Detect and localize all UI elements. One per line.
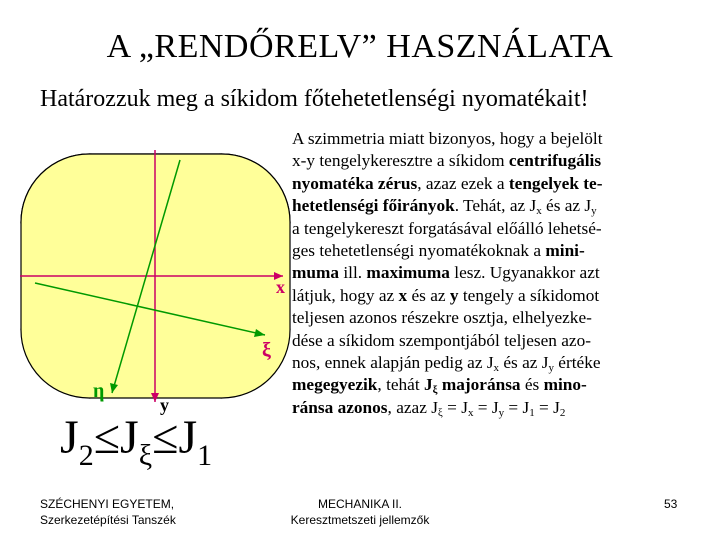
sub-2: 2 bbox=[78, 439, 94, 472]
para-line: dése a síkidom szempontjából teljesen azo- bbox=[292, 330, 591, 350]
para-line: ránsa azonos, azaz $J_\xi = J_x = J_y = J_1 = J_2$ bbox=[292, 397, 566, 419]
page-number: 53 bbox=[664, 497, 678, 511]
footer-course-topic: Keresztmetszeti jellemzők bbox=[290, 513, 430, 527]
para-line: látjuk, hogy az x és az y tengely a síkidomot bbox=[292, 285, 600, 305]
eta-axis-label: η bbox=[93, 380, 105, 402]
le-symbol: ≤ bbox=[93, 411, 121, 464]
para-line: hetetlenségi főirányok. Tehát, az $J_x$ és az $J_y$ bbox=[292, 196, 597, 218]
footer-course bbox=[280, 496, 440, 528]
footer-institution bbox=[40, 496, 176, 528]
para-line: nos, ennek alapján pedig az $J_x$ és az $J_y$ értéke bbox=[292, 352, 601, 374]
footer-department: Szerkezetépítési Tanszék bbox=[40, 513, 176, 527]
sub-xi: ξ bbox=[138, 439, 153, 472]
para-line: megegyezik, tehát $J_\xi$ majoránsa és mino- bbox=[292, 375, 587, 397]
x-axis-label: x bbox=[276, 277, 285, 297]
subtitle: Határozzuk meg a síkidom főtehetetlenségi nyomatékait! bbox=[40, 86, 589, 112]
j-symbol: J bbox=[120, 411, 139, 464]
j-symbol: J bbox=[60, 411, 79, 464]
para-line: ges tehetetlenségi nyomatékoknak a mini- bbox=[292, 240, 585, 260]
j-symbol: J bbox=[178, 411, 198, 464]
para-line: muma ill. maximuma lesz. Ugyanakkor azt bbox=[292, 263, 600, 283]
cross-section-figure bbox=[0, 120, 300, 420]
page-title: A „RENDŐRELV” HASZNÁLATA bbox=[106, 28, 614, 65]
y-axis-label: y bbox=[160, 395, 169, 415]
footer-course-title: MECHANIKA II. bbox=[317, 497, 403, 511]
para-line: teljesen azonos részekre osztja, elhelyezke- bbox=[292, 308, 592, 328]
le-symbol: ≤ bbox=[152, 411, 179, 464]
footer-university: SZÉCHENYI EGYETEM, bbox=[40, 497, 175, 511]
sub-1: 1 bbox=[197, 439, 213, 472]
para-line: x-y tengelykeresztre a síkidom centrifugális bbox=[292, 151, 602, 171]
para-line: nyomatéka zérus, azaz ezek a tengelyek te- bbox=[292, 173, 603, 193]
explanation-paragraph bbox=[292, 128, 702, 419]
inequality-formula bbox=[60, 410, 213, 472]
xi-axis-label: ξ bbox=[262, 339, 271, 361]
para-line: a tengelykereszt forgatásával előálló lehetsé- bbox=[292, 218, 602, 238]
para-line: A szimmetria miatt bizonyos, hogy a bejelölt bbox=[292, 129, 603, 148]
